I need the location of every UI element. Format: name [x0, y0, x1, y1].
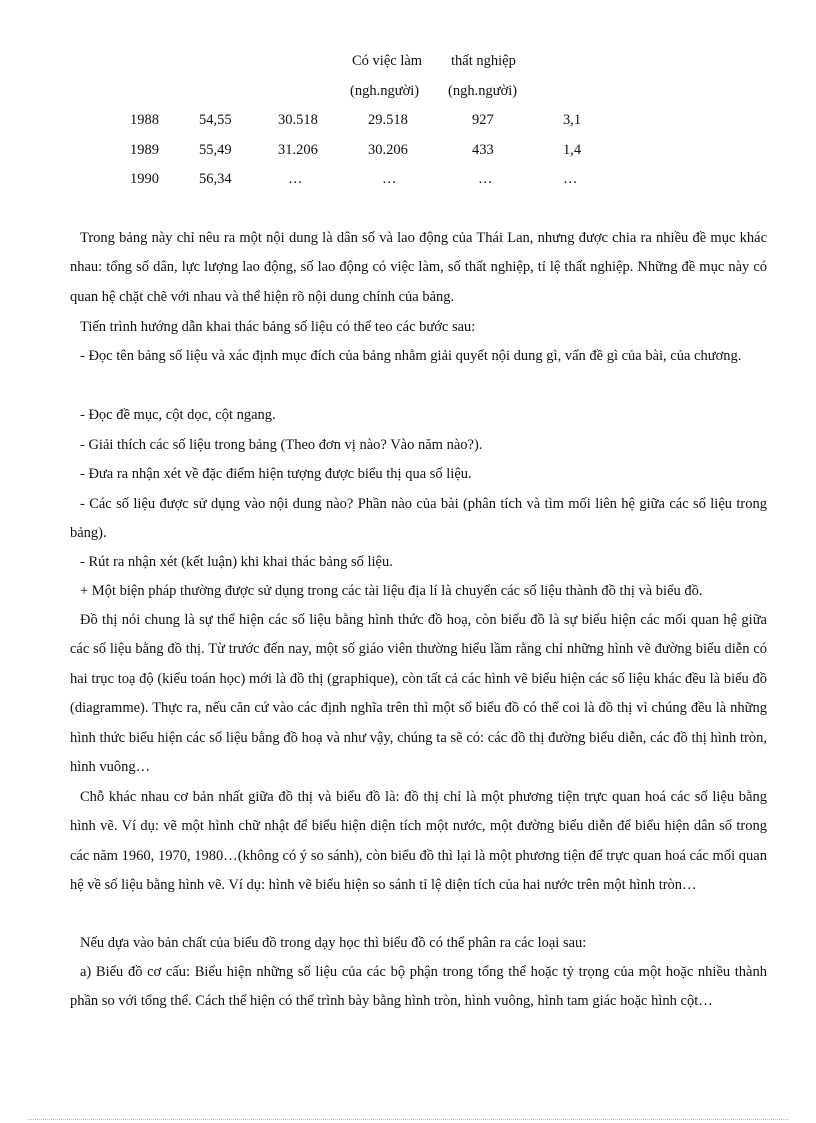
list-item: - Đọc đề mục, cột dọc, cột ngang. — [80, 407, 276, 423]
list-item: - Rút ra nhận xét (kết luận) khi khai thác bảng số liệu. — [80, 554, 393, 570]
cell-rate: 3,1 — [563, 112, 582, 128]
list-item: + Một biện pháp thường được sử dụng trong các tài liệu địa lí là chuyển các số liệu thành đồ thị và biểu đồ. — [80, 583, 703, 599]
paragraph: Tiến trình hướng dẫn khai thác bảng số liệu có thể teo các bước sau: — [80, 319, 476, 335]
paragraph: Nếu dựa vào bản chất của biểu đồ trong dạy học thì biểu đồ có thể phân ra các loại sau: — [80, 935, 587, 951]
cell-rate: … — [563, 171, 578, 187]
cell-year: 1989 — [130, 142, 159, 158]
list-item: - Đưa ra nhận xét về đặc điểm hiện tượng được biểu thị qua số liệu. — [80, 466, 472, 482]
paragraph: Chỗ khác nhau cơ bản nhất giữa đồ thị và biểu đồ là: đồ thị chỉ là một phương tiện trực quan hoá các số liệu bằng hình vẽ. Ví dụ: vẽ một hình chữ nhật để biểu hiện diện tích một nước, một đường biểu diễn để biểu hiện dân số trong các năm 1960, 1970, 1980…(không có ý so sánh), còn biểu đồ thì lại là một phương tiện để trực quan hoá các mối quan hệ về số liệu bằng hình vẽ. Ví dụ: hình vẽ biểu hiện so sánh tỉ lệ diện tích của hai nước trên một hình tròn… — [70, 789, 767, 894]
cell-population: 55,49 — [199, 142, 232, 158]
cell-year: 1988 — [130, 112, 159, 128]
cell-population: 54,55 — [199, 112, 232, 128]
header-unemployed: thất nghiệp — [451, 53, 516, 69]
cell-unemployed: 927 — [472, 112, 494, 128]
cell-unemployed: 433 — [472, 142, 494, 158]
list-item: - Giải thích các số liệu trong bảng (Theo đơn vị nào? Vào năm nào?). — [80, 437, 483, 453]
header-unemployed-unit: (ngh.người) — [448, 83, 518, 99]
cell-unemployed: … — [478, 171, 493, 187]
header-employed: Có việc làm — [352, 53, 423, 69]
paragraph: Đồ thị nói chung là sự thể hiện các số liệu bằng hình thức đồ hoạ, còn biểu đồ là sự biểu hiện các mối quan hệ giữa các số liệu bằng đồ thị. Từ trước đến nay, một số giáo viên thường hiểu lầm rằng chỉ những hình vẽ đường biểu diễn có hai trục toạ độ (kiểu toán học) mới là đồ thị (graphique), còn tất cả các hình vẽ biểu hiện các số liệu khác đều là biểu đồ (diagramme). Thực ra, nếu căn cứ vào các định nghĩa trên thì một số biểu đồ có thể coi là đồ thị vì chúng đều là những hình thức biểu hiện các số liệu bằng đồ hoạ và như vậy, chúng ta sẽ có: các đồ thị đường biểu diễn, các đồ thị hình tròn, hình vuông… — [70, 612, 767, 776]
page-bottom-divider — [28, 1119, 788, 1120]
list-item: - Các số liệu được sử dụng vào nội dung nào? Phần nào của bài (phân tích và tìm mối liên hệ giữa các số liệu trong bảng). — [70, 496, 767, 542]
list-item: - Đọc tên bảng số liệu và xác định mục đích của bảng nhằm giải quyết nội dung gì, vấn đề gì của bài, của chương. — [80, 348, 742, 364]
cell-labor-force: … — [288, 171, 303, 187]
cell-population: 56,34 — [199, 171, 232, 187]
cell-employed: 30.206 — [368, 142, 408, 158]
header-employed-unit: (ngh.người) — [350, 83, 420, 99]
paragraph: Trong bảng này chỉ nêu ra một nội dung là dân số và lao động của Thái Lan, nhưng được chia ra nhiều đề mục khác nhau: tổng số dân, lực lượng lao động, số lao động có việc làm, số thất nghiệp, tỉ lệ thất nghiệp. Những đề mục này có quan hệ chặt chẽ với nhau và thể hiện rõ nội dung chính của bảng. — [70, 230, 767, 305]
cell-employed: 29.518 — [368, 112, 408, 128]
cell-labor-force: 31.206 — [278, 142, 318, 158]
cell-employed: … — [382, 171, 397, 187]
cell-labor-force: 30.518 — [278, 112, 318, 128]
cell-rate: 1,4 — [563, 142, 582, 158]
cell-year: 1990 — [130, 171, 159, 187]
paragraph: a) Biểu đồ cơ cấu: Biểu hiện những số liệu của các bộ phận trong tổng thể hoặc tỷ trọng của một hoặc nhiều thành phần so với tổng thể. Cách thể hiện có thể trình bày bằng hình tròn, hình vuông, hình tam giác hoặc hình cột… — [70, 964, 767, 1010]
